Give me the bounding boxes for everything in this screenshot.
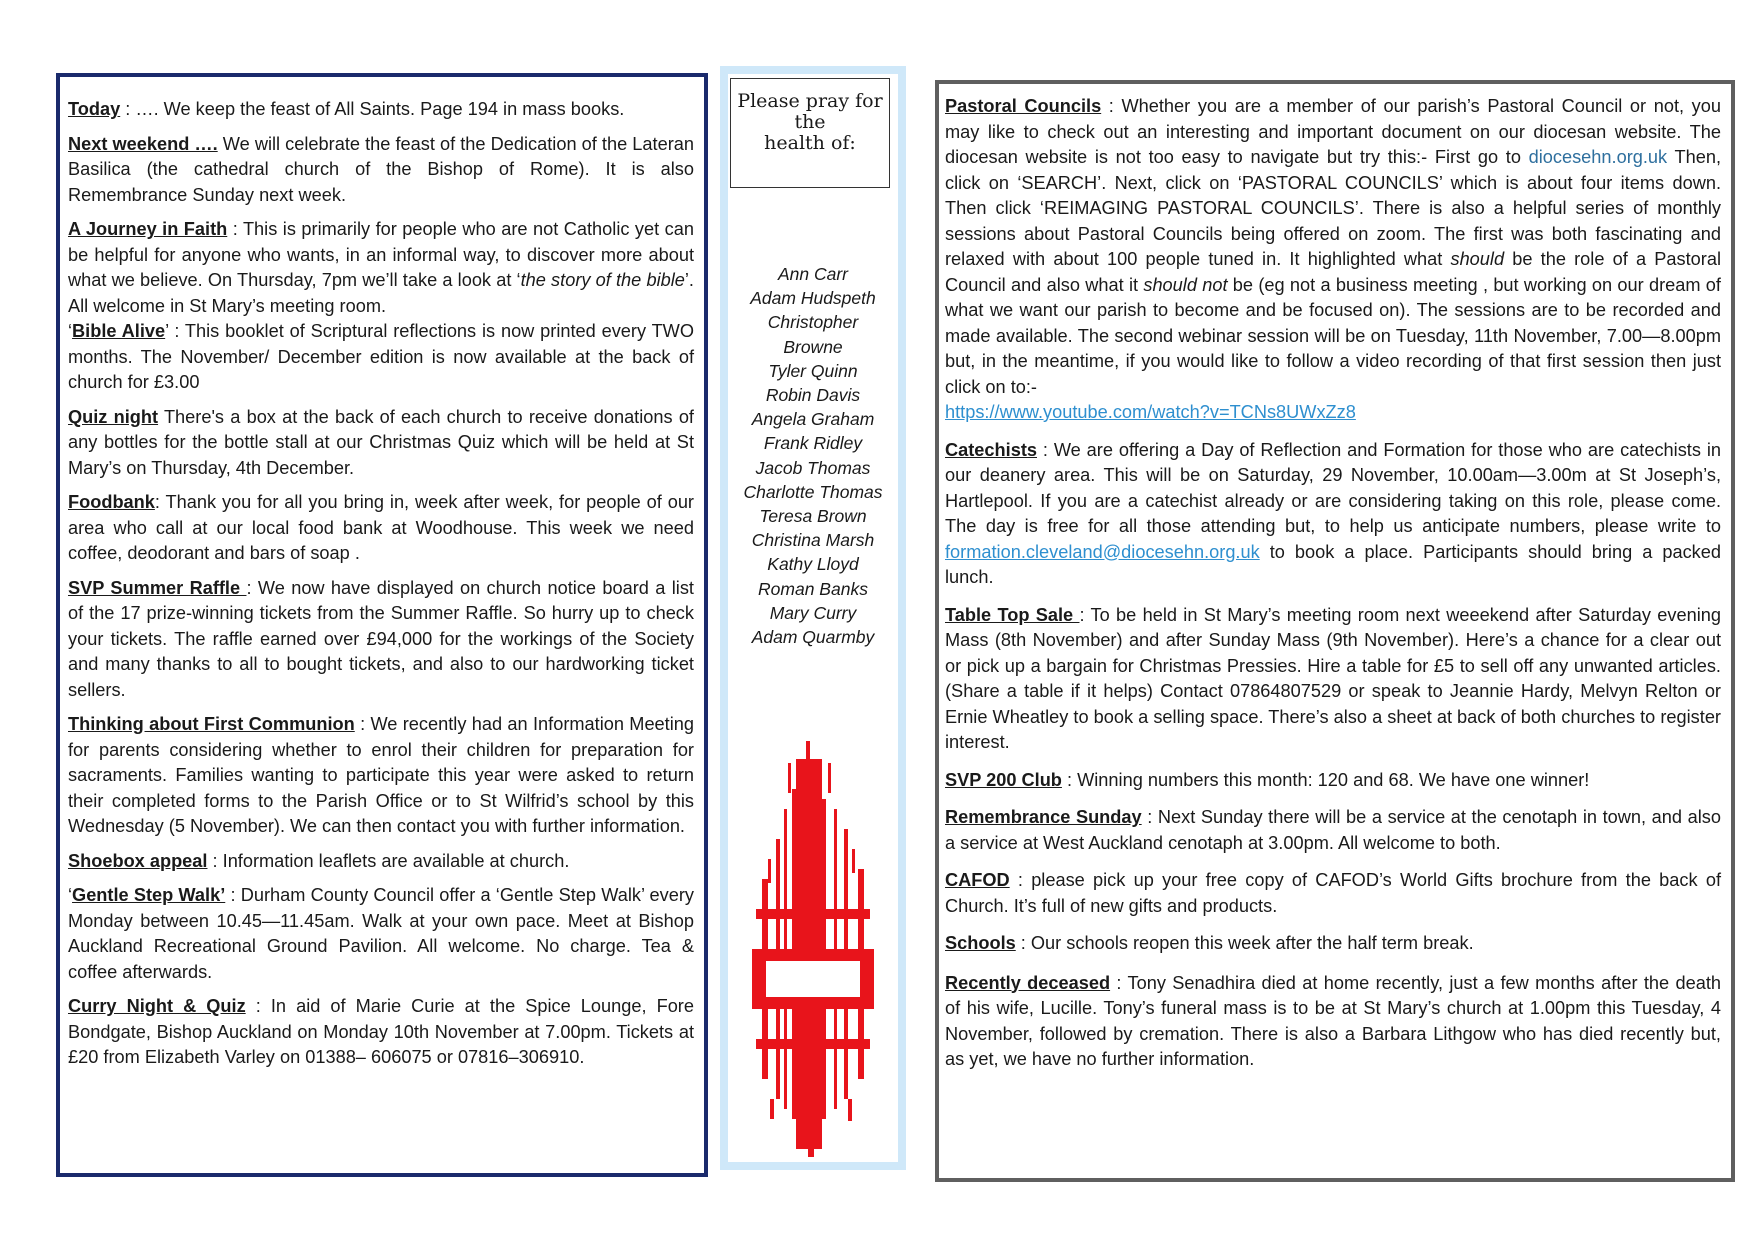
- notice-pastoral-councils: Pastoral Councils : Whether you are a member of our parish’s Pastoral Council or not, you may like to check out an interesting and important document on our diocesan website. The diocesan website is not too easy to navigate but try this:- First go to diocesehn.org.uk Then, click on ‘SEARCH’. Next, click on ‘PASTORAL COUNCILS’ which is about four items down. Then click ‘REIMAGING PASTORAL COUNCILS’. There is also a helpful series of monthly sessions about Pastoral Councils being offered on zoom. The first was both fascinating and relaxed with about 100 people tuned in. It highlighted what should be the role of a Pastoral Council and also what it should not be (eg not a business meeting , but working on our dream of what we want our parish to become and be focused on). The sessions are to be recorded and made available. The second webinar session will be on Tuesday, 11th November, 7.00—8.00pm but, in the meantime, if you would like to follow a video recording of that first session then just click on to:- https://www.youtube.com/watch?v=TCNs8UWxZz8: [945, 96, 1721, 422]
- notice-label: SVP Summer Raffle: [68, 577, 247, 598]
- notice-label: Curry Night & Quiz: [68, 996, 246, 1016]
- notice-label: Quiz night: [68, 406, 159, 427]
- notice-label: Bible Alive: [72, 321, 166, 341]
- prayer-name: Christopher: [767, 312, 859, 333]
- notice-label: Gentle Step Walk’: [72, 885, 226, 905]
- notice-curry-night-quiz: Curry Night & Quiz : In aid of Marie Curie at the Spice Lounge, Fore Bondgate, Bishop Auckland on Monday 10th November at 7.00pm. Tickets at £20 from Elizabeth Varley on 01388– 606075 or 07816–306910.: [68, 996, 694, 1067]
- notice-label: Pastoral Councils: [945, 96, 1102, 116]
- notice-label: A Journey in Faith: [68, 219, 228, 239]
- pray-heading-line: Please pray for: [737, 90, 883, 112]
- notice-svp-200-club: SVP 200 Club : Winning numbers this month: 120 and 68. We have one winner!: [945, 769, 1590, 790]
- notice-label: SVP 200 Club: [945, 769, 1062, 790]
- notice-label: Recently deceased: [945, 972, 1111, 993]
- prayer-column: [720, 66, 906, 1170]
- notice-table-top-sale: Table Top Sale : To be held in St Mary’s meeting room next weeekend after Saturday evening Mass (8th November) and after Sunday Mass (9th November). Here’s a chance for a clear out or pick up a bargain for Christmas Pressies. Hire a table for £5 to sell off any unwanted articles. (Share a table if it helps) Contact 07864807529 or speak to Jeannie Hardy, Melvyn Relton or Ernie Wheatley to book a selling space. There’s also a sheet at back of both churches to register interest.: [945, 604, 1721, 752]
- prayer-name: Angela Graham: [751, 409, 875, 430]
- prayer-name: Ann Carr: [777, 264, 849, 284]
- notice-label: Table Top Sale: [945, 604, 1080, 625]
- notice-foodbank: Foodbank: Thank you for all you bring in, week after week, for people of our area who call at our local food bank at Woodhouse. This week we need coffee, deodorant and bars of soap .: [68, 492, 694, 563]
- notice-catechists: Catechists : We are offering a Day of Reflection and Formation for those who are catechists in our deanery area. This will be on Saturday, 29 November, 10.00am—3.00m at St Joseph’s, Hartlepool. If you are a catechist already or are considering taking on this role, please come. The day is free for all those attending but, to help us anticipate numbers, please write to formation.cleveland@diocesehn.org.uk to book a place. Participants should bring a packed lunch.: [945, 439, 1721, 587]
- notice-shoebox-appeal: Shoebox appeal : Information leaflets are available at church.: [68, 850, 570, 871]
- left-notices-column: [56, 73, 708, 1177]
- notice-remembrance-sunday: Remembrance Sunday : Next Sunday there will be a service at the cenotaph in town, and also a service at West Auckland cenotaph at 3.00pm. All welcome to both.: [945, 807, 1721, 853]
- pray-heading-line: the: [794, 111, 826, 133]
- notice-journey-in-faith: A Journey in Faith : This is primarily for people who are not Catholic yet can be helpful for anyone who wants, in an informal way, to discover more about what we believe. On Thursday, 7pm we’ll take a look at ‘the story of the bible’. All welcome in St Mary’s meeting room.: [68, 219, 694, 316]
- prayer-name: Christina Marsh: [751, 530, 875, 551]
- notice-label: Shoebox appeal: [68, 850, 208, 871]
- prayer-name: Kathy Lloyd: [767, 554, 859, 575]
- prayer-name: Browne: [783, 336, 843, 357]
- notice-label: Remembrance Sunday: [945, 807, 1142, 827]
- prayer-name: Robin Davis: [765, 385, 861, 406]
- pray-heading-line: health of:: [764, 132, 856, 154]
- prayer-name: Jacob Thomas: [755, 457, 871, 478]
- prayer-column-inner: [728, 74, 898, 1162]
- prayer-name: Adam Quarmby: [751, 627, 875, 648]
- notice-schools: Schools : Our schools reopen this week after the half term break.: [945, 933, 1474, 953]
- prayer-name: Roman Banks: [758, 578, 868, 599]
- notice-bible-alive: ‘Bible Alive’ : This booklet of Scriptural reflections is now printed every TWO months. The November/ December edition is now available at the back of church for £3.00: [68, 321, 694, 392]
- youtube-link[interactable]: https://www.youtube.com/watch?v=TCNs8UWxZz8: [945, 402, 1356, 422]
- notice-label: CAFOD: [945, 870, 1010, 890]
- notice-label: Foodbank: [68, 492, 155, 512]
- notice-cafod: CAFOD : please pick up your free copy of CAFOD’s World Gifts brochure from the back of Church. It’s full of new gifts and products.: [945, 870, 1721, 916]
- prayer-name: Mary Curry: [769, 602, 857, 623]
- notice-gentle-step-walk: ‘Gentle Step Walk’ : Durham County Council offer a ‘Gentle Step Walk’ every Monday between 10.45—11.45am. Walk at your own pace. Meet at Bishop Auckland Recreational Ground Pavilion. All welcome. No charge. Tea & coffee afterwards.: [68, 885, 694, 982]
- prayer-names-list: [728, 262, 898, 649]
- prayer-name: Adam Hudspeth: [750, 288, 876, 309]
- notice-label: Next weekend ….: [68, 133, 218, 154]
- notice-label: Today: [68, 99, 121, 119]
- notice-first-communion: Thinking about First Communion : We recently had an Information Meeting for parents considering whether to enrol their children for preparation for sacraments. Families wanting to participate this year were asked to return their completed forms to the Parish Office or to St Wilfrid’s school by this Wednesday (5 November). We can then contact you with further information.: [68, 714, 694, 836]
- notice-svp-summer-raffle: SVP Summer Raffle : We now have displayed on church notice board a list of the 17 prize-winning tickets from the Summer Raffle. So hurry up to check your tickets. The raffle earned over £94,000 for the workings of the Society and many thanks to all to bought tickets, and also to our hardworking ticket sellers.: [68, 577, 694, 700]
- prayer-name: Tyler Quinn: [768, 360, 858, 381]
- formation-email-link[interactable]: formation.cleveland@diocesehn.org.uk: [945, 541, 1260, 562]
- diocese-website-link[interactable]: diocesehn.org.uk: [1528, 147, 1668, 167]
- red-cross-icon: [748, 739, 878, 1159]
- prayer-name: Frank Ridley: [763, 433, 863, 454]
- notice-label: Thinking about First Communion: [68, 714, 355, 734]
- prayer-name: Charlotte Thomas: [743, 481, 883, 502]
- notice-quiz-night: Quiz night There's a box at the back of each church to receive donations of any bottles for the bottle stall at our Christmas Quiz which will be held at St Mary’s on Thursday, 4th December.: [68, 406, 694, 478]
- notice-next-weekend: Next weekend …. We will celebrate the feast of the Dedication of the Lateran Basilica (the cathedral church of the Bishop of Rome). It is also Remembrance Sunday next week.: [68, 133, 694, 205]
- notice-label: Catechists: [945, 439, 1037, 460]
- notice-recently-deceased: Recently deceased : Tony Senadhira died at home recently, just a few months after the death of his wife, Lucille. Tony’s funeral mass is to be at St Mary’s church at 1.00pm this Tuesday, 4 November, followed by cremation. There is also a Barbara Lithgow who has died recently but, as yet, we have no further information.: [945, 972, 1721, 1069]
- right-notices-column: [935, 80, 1735, 1182]
- notice-label: Schools: [945, 933, 1016, 953]
- prayer-name: Teresa Brown: [759, 506, 867, 527]
- notice-today: Today : …. We keep the feast of All Saints. Page 194 in mass books.: [68, 99, 625, 119]
- pray-for-heading-box: [730, 78, 890, 188]
